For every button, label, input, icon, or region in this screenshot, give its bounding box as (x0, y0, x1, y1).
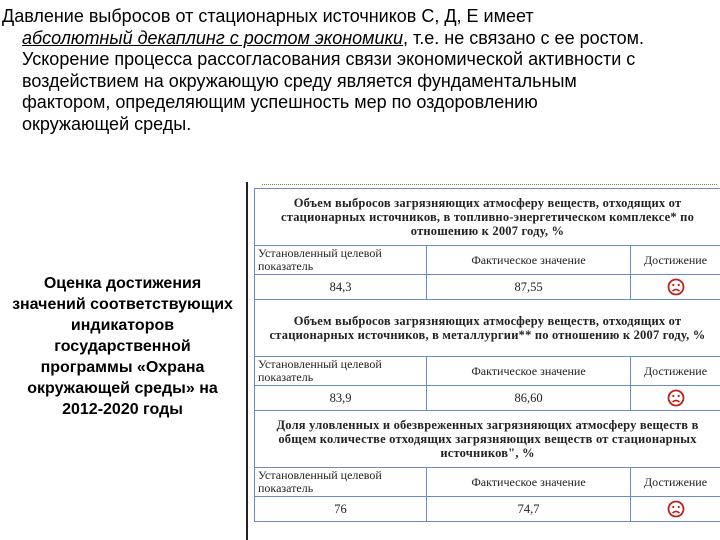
indicators-table (254, 188, 720, 522)
actual-value: 74,7 (427, 497, 631, 522)
target-value: 83,9 (255, 386, 427, 411)
indicator-table-image (246, 182, 720, 540)
section-title-fuel-energy: Объем выбросов загрязняющих атмосферу веществ, отходящих от стационарных источников, в топливно-энергетическом комплексе* по отношению к 2007 году, % (255, 189, 720, 246)
actual-value: 86,60 (427, 386, 631, 411)
header-actual: Фактическое значение (427, 468, 631, 497)
intro-line-1: Давление выбросов от стационарных источников С, Д, Е имеет (2, 6, 534, 26)
decoupling-emphasis: абсолютный декаплинг с ростом экономики (22, 27, 404, 48)
section-title-metallurgy: Объем выбросов загрязняющих атмосферу веществ, отходящих от стационарных источников, в металлургии** по отношению к 2007 году, % (255, 300, 720, 357)
header-actual: Фактическое значение (427, 246, 631, 275)
header-target: Установленный целевой показатель (255, 246, 427, 275)
intro-line-6: окружающей среды. (22, 113, 192, 134)
value-row (255, 275, 720, 300)
sad-face-icon (667, 500, 685, 518)
intro-line-2: абсолютный декаплинг с ростом экономики, т.е. не связано с ее ростом. (22, 27, 645, 48)
achievement-cell (631, 386, 720, 411)
sad-face-icon (667, 389, 685, 407)
indicator-caption: Оценка достижения значений соответствующих индикаторов государственной программы «Охрана окружающей среды» на 2012-2020 годы (12, 275, 233, 418)
header-row (255, 357, 720, 386)
header-row (255, 246, 720, 275)
header-row (255, 468, 720, 497)
target-value: 84,3 (255, 275, 427, 300)
value-row (255, 497, 720, 522)
section-title-row (255, 411, 720, 468)
intro-paragraph (2, 6, 714, 135)
actual-value: 87,55 (427, 275, 631, 300)
section-title-row (255, 189, 720, 246)
section-title-row (255, 300, 720, 357)
intro-line-5: фактором, определяющим успешность мер по оздоровлению (22, 92, 538, 112)
achievement-cell (631, 497, 720, 522)
section-title-captured-share: Доля уловленных и обезвреженных загрязняющих атмосферу веществ в общем количестве отходящих загрязняющих веществ от стационарных источников", % (255, 411, 720, 468)
header-target: Установленный целевой показатель (255, 357, 427, 386)
value-row (255, 386, 720, 411)
header-target: Установленный целевой показатель (255, 468, 427, 497)
target-value: 76 (255, 497, 427, 522)
header-achieved: Достижение (631, 246, 720, 275)
header-achieved: Достижение (631, 468, 720, 497)
achievement-cell (631, 275, 720, 300)
intro-line-4: воздействием на окружающую среду является фундаментальным (22, 70, 577, 91)
header-actual: Фактическое значение (427, 357, 631, 386)
header-achieved: Достижение (631, 357, 720, 386)
sad-face-icon (667, 278, 685, 296)
intro-line-3: Ускорение процесса рассогласования связи экономической активности с (22, 49, 636, 69)
